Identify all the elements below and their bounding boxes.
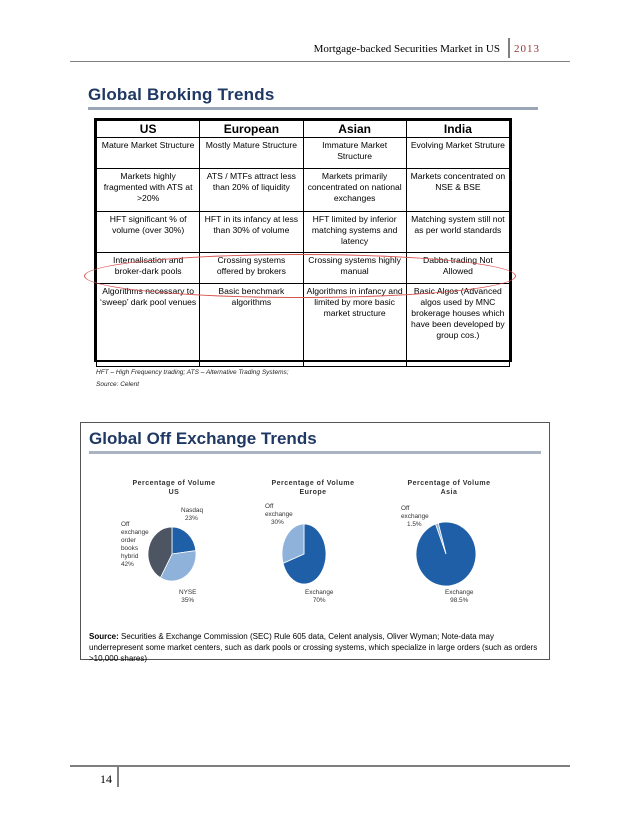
- table-cell: Markets concentrated on NSE & BSE: [406, 169, 509, 212]
- us-off-name: exchange: [121, 529, 149, 536]
- asia-pie-title: [397, 479, 501, 497]
- europe-exchange-name: Exchange: [305, 589, 334, 596]
- asia-exchange-value: 98.5%: [450, 597, 469, 604]
- table-cell: Basic benchmark algorithms: [200, 284, 303, 367]
- table-cell: HFT significant % of volume (over 30%): [97, 212, 200, 253]
- table-cell: Crossing systems offered by brokers: [200, 253, 303, 284]
- us-off-value: 42%: [121, 561, 134, 568]
- us-pie-chart: [147, 526, 197, 582]
- asia-pie-title-line2: Asia: [440, 489, 458, 496]
- us-nasdaq-label: [181, 507, 203, 523]
- table-cell: ATS / MTFs attract less than 20% of liquidity: [200, 169, 303, 212]
- table-cell: Mature Market Structure: [97, 138, 200, 169]
- broking-footnote: HFT – High Frequency trading; ATS – Alternative Trading Systems;: [96, 369, 289, 376]
- asia-pie-title-line1: Percentage of Volume: [407, 480, 491, 487]
- running-header-title: Mortgage-backed Securities Market in US: [313, 43, 500, 55]
- asia-off-name: Off: [401, 505, 410, 512]
- us-nasdaq-name: Nasdaq: [181, 507, 204, 514]
- column-header-india: India: [406, 121, 509, 138]
- us-nyse-name: NYSE: [179, 589, 197, 596]
- column-header-us: US: [97, 121, 200, 138]
- asia-off-name: exchange: [401, 513, 429, 520]
- europe-pie-chart: [281, 523, 327, 585]
- header-separator: [508, 38, 510, 58]
- europe-pie-title: [261, 479, 365, 497]
- broking-title-rule: [88, 107, 538, 110]
- table-cell: Internalisation and broker-dark pools: [97, 253, 200, 284]
- asia-exchange-label: [445, 589, 473, 605]
- europe-off-value: 30%: [271, 519, 284, 526]
- header-rule: [70, 61, 570, 62]
- us-off-exchange-label: [121, 521, 149, 569]
- footer-separator: [117, 767, 119, 787]
- table-row: [97, 212, 510, 253]
- us-pie-title: [119, 479, 229, 497]
- asia-pie-chart: [415, 521, 477, 587]
- broking-source: Source: Celent: [96, 381, 139, 388]
- us-off-name: Off: [121, 521, 130, 528]
- europe-off-name: Off: [265, 503, 274, 510]
- table-cell: Crossing systems highly manual: [303, 253, 406, 284]
- column-header-european: European: [200, 121, 303, 138]
- highlight-ellipse: [84, 254, 516, 298]
- pie-slice-nasdaq: [172, 527, 196, 554]
- us-nasdaq-value: 23%: [185, 515, 198, 522]
- broking-trends-figure: [78, 80, 548, 398]
- off-exchange-title-rule: [89, 451, 541, 454]
- table-cell: Algorithms in infancy and limited by more basic market structure: [303, 284, 406, 367]
- table-cell: Evolving Market Struture: [406, 138, 509, 169]
- us-nyse-label: [179, 589, 196, 605]
- broking-trends-table: [94, 118, 512, 362]
- asia-off-value: 1.5%: [407, 521, 422, 528]
- running-header-year: 2013: [514, 43, 540, 55]
- us-off-name: books: [121, 545, 139, 552]
- source-label: Source:: [89, 632, 119, 641]
- europe-pie-title-line1: Percentage of Volume: [271, 480, 355, 487]
- source-text: Securities & Exchange Commission (SEC) Rule 605 data, Celent analysis, Oliver Wyman; Note-data may underrepresent some market centers, such as dark pools or crossing systems, which specialize in large orders (such as orders >10,000 shares): [89, 632, 538, 663]
- table-cell: Markets primarily concentrated on national exchanges: [303, 169, 406, 212]
- us-pie-title-line2: US: [168, 489, 180, 496]
- table-cell: Mostly Mature Structure: [200, 138, 303, 169]
- table-row: [97, 169, 510, 212]
- us-off-name: order: [121, 537, 136, 544]
- table-cell: Basic Algos (Advanced algos used by MNC brokerage houses which have been developed by group cos.): [406, 284, 509, 367]
- off-exchange-title: Global Off Exchange Trends: [89, 429, 317, 448]
- broking-trends-title: Global Broking Trends: [88, 85, 275, 104]
- table-cell: HFT in its infancy at less than 30% of volume: [200, 212, 303, 253]
- us-nyse-value: 35%: [181, 597, 195, 604]
- footer-rule: [70, 765, 570, 767]
- europe-off-name: exchange: [265, 511, 293, 518]
- table-cell: Immature Market Structure: [303, 138, 406, 169]
- europe-pie-title-line2: Europe: [299, 489, 327, 496]
- europe-exchange-label: [305, 589, 333, 605]
- europe-off-exchange-label: [265, 503, 293, 527]
- table-cell: Dabba trading Not Allowed: [406, 253, 509, 284]
- table-cell: Markets highly fragmented with ATS at >20%: [97, 169, 200, 212]
- us-pie-title-line1: Percentage of Volume: [132, 480, 216, 487]
- table-cell: HFT limited by inferior matching systems and latency: [303, 212, 406, 253]
- us-off-name: hybrid: [121, 553, 139, 560]
- asia-exchange-name: Exchange: [445, 589, 474, 596]
- off-exchange-figure: [80, 422, 550, 663]
- asia-off-exchange-label: [401, 505, 429, 529]
- column-header-asian: Asian: [303, 121, 406, 138]
- europe-exchange-value: 70%: [312, 597, 326, 604]
- off-exchange-source: [89, 631, 545, 664]
- table-row: [97, 138, 510, 169]
- page-number: 14: [100, 772, 112, 786]
- table-cell: Matching system still not as per world standards: [406, 212, 509, 253]
- table-cell: Algorithms necessary to ‘sweep’ dark pool venues: [97, 284, 200, 367]
